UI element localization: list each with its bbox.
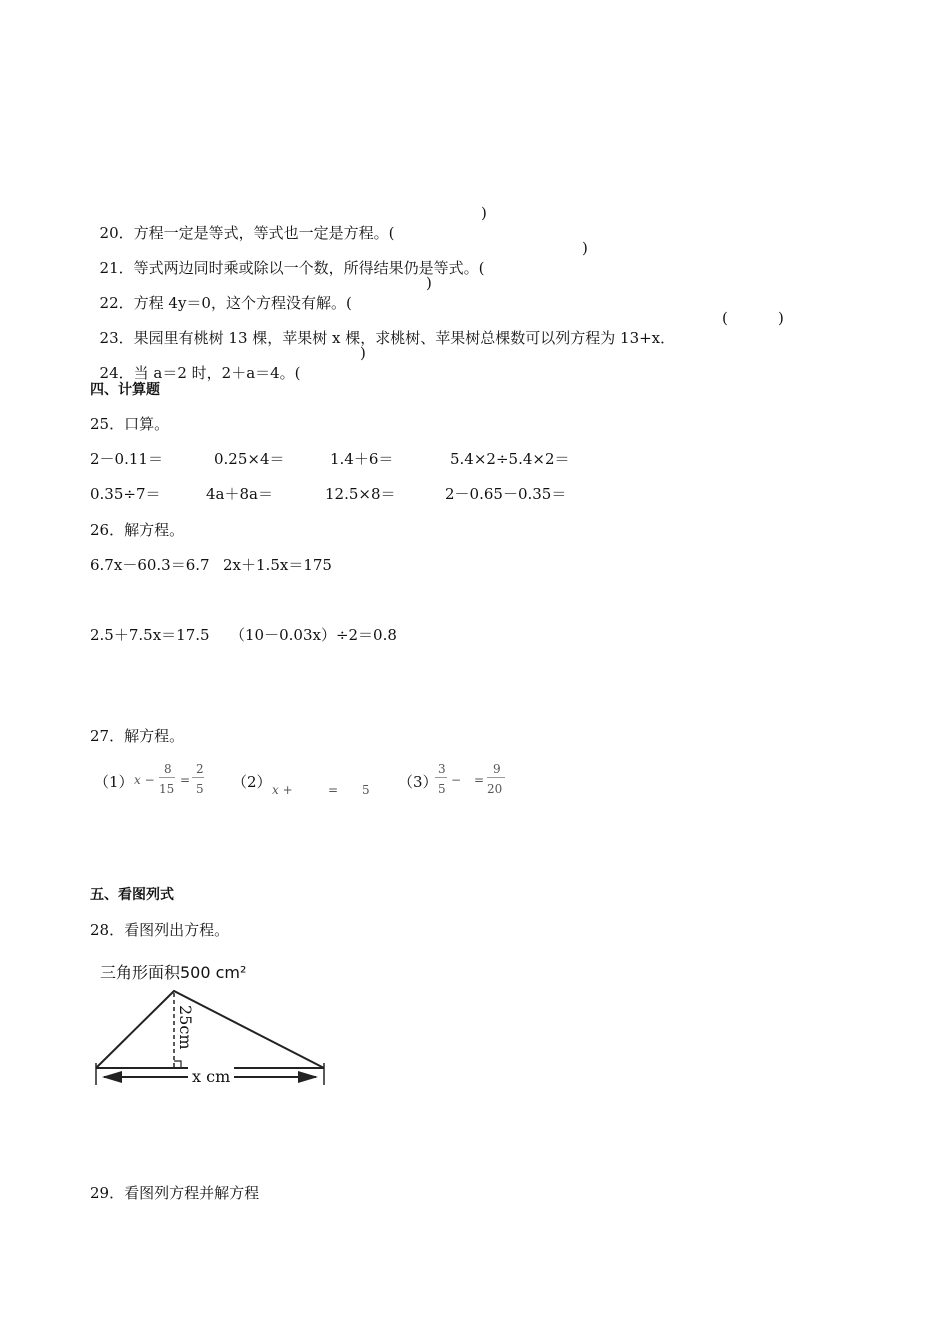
question-28: 28．看图列出方程。 [90, 921, 230, 939]
question-29: 29．看图列方程并解方程 [90, 1184, 260, 1202]
answer-paren-close: ) [426, 274, 432, 292]
answer-paren-close: ) [778, 309, 784, 327]
answer-paren-close: ) [582, 239, 588, 257]
figure-caption: 三角形面积500 cm² [100, 963, 247, 982]
equation-item: 6.7x－60.3＝6.7 [90, 556, 210, 574]
equation-item: （10－0.03x）÷2＝0.8 [230, 626, 397, 644]
question-22: 22．方程 4y＝0，这个方程没有解。( [99, 294, 352, 312]
mental-math-item: 4a＋8a＝ [206, 485, 273, 503]
mental-math-item: 0.25×4＝ [214, 450, 285, 468]
mental-math-item: 2－0.65－0.35＝ [445, 485, 567, 503]
question-21: 21．等式两边同时乘或除以一个数，所得结果仍是等式。( [99, 259, 485, 277]
question-27: 27．解方程。 [90, 727, 185, 745]
section-title-picture: 五、看图列式 [90, 887, 174, 903]
triangle-outline [96, 991, 324, 1068]
mental-math-item: 5.4×2÷5.4×2＝ [450, 450, 570, 468]
equation-item: 2x＋1.5x＝175 [223, 556, 332, 574]
equation-item: 2.5＋7.5x＝17.5 [90, 626, 210, 644]
right-angle-mark [174, 1061, 181, 1068]
answer-paren-close: ) [360, 344, 366, 362]
question-26: 26．解方程。 [90, 521, 185, 539]
mental-math-item: 2－0.11＝ [90, 450, 163, 468]
answer-paren-open: ( [722, 309, 728, 327]
height-label: 25cm [176, 1005, 195, 1050]
section-title-calculation: 四、计算题 [90, 382, 160, 398]
base-label: x cm [192, 1067, 231, 1086]
mental-math-item: 0.35÷7＝ [90, 485, 161, 503]
question-24: 24．当 a＝2 时，2＋a＝4。( [99, 364, 301, 382]
question-20: 20．方程一定是等式，等式也一定是方程。( [99, 224, 395, 242]
question-23: 23．果园里有桃树 13 棵，苹果树 x 棵，求桃树、苹果树总棵数可以列方程为 13+x． [99, 329, 676, 347]
question-25: 25．口算。 [90, 415, 170, 433]
mental-math-item: 1.4＋6＝ [330, 450, 394, 468]
answer-paren-close: ) [481, 204, 487, 222]
mental-math-item: 12.5×8＝ [325, 485, 396, 503]
